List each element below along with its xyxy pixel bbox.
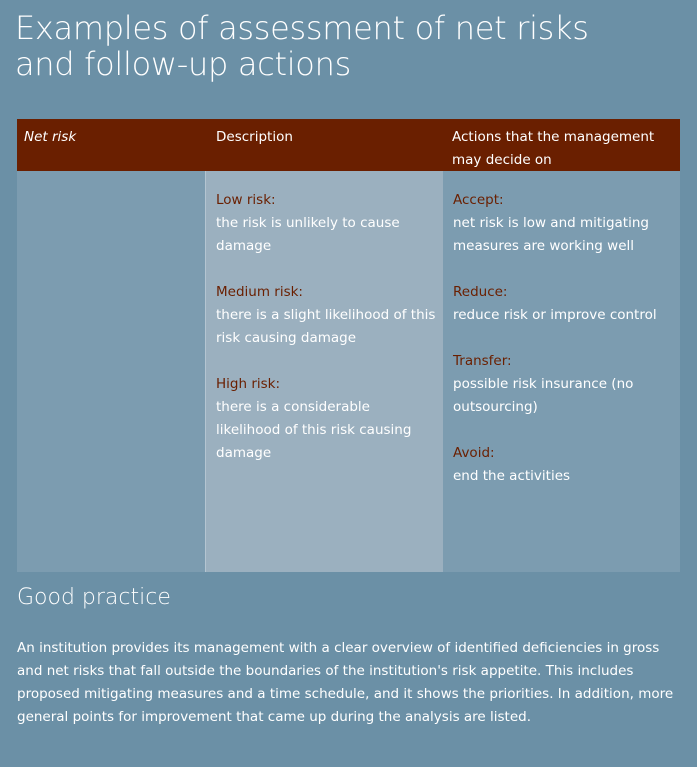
description-text: there is a slight likelihood of this risk causing damage <box>216 307 436 346</box>
description-item-high <box>216 373 437 465</box>
description-column <box>205 171 444 572</box>
action-label: Reduce: <box>453 284 508 300</box>
page-title <box>15 10 589 82</box>
page-title-line-2: and follow-up actions <box>15 45 351 83</box>
action-label: Avoid: <box>453 445 495 461</box>
action-item-transfer <box>453 350 674 419</box>
action-text: net risk is low and mitigating measures are working well <box>453 215 649 254</box>
table-header-row <box>17 119 680 171</box>
actions-column <box>443 171 680 572</box>
action-label: Accept: <box>453 192 504 208</box>
header-description: Description <box>216 129 293 145</box>
action-label: Transfer: <box>453 353 512 369</box>
net-risk-column <box>17 171 205 572</box>
description-item-medium <box>216 281 437 350</box>
action-item-avoid <box>453 442 674 488</box>
description-label: Medium risk: <box>216 284 303 300</box>
action-item-reduce <box>453 281 674 327</box>
risk-assessment-table <box>17 119 680 572</box>
header-net-risk: Net risk <box>24 129 77 145</box>
description-label: High risk: <box>216 376 281 392</box>
description-label: Low risk: <box>216 192 276 208</box>
good-practice-body: An institution provides its management with a clear overview of identified deficiencies in gross and net risks that fall outside the boundaries of the institution's risk appetite. This includes proposed mitigating measures and a time schedule, and it shows the priorities. In addition, more general points for improvement that came up during the analysis are listed. <box>17 640 674 725</box>
description-text: there is a considerable likelihood of this risk causing damage <box>216 399 412 461</box>
page-title-line-1: Examples of assessment of net risks <box>15 9 589 47</box>
description-text: the risk is unlikely to cause damage <box>216 215 400 254</box>
action-text: reduce risk or improve control <box>453 307 657 323</box>
action-text: possible risk insurance (no outsourcing) <box>453 376 634 415</box>
action-item-accept <box>453 189 674 258</box>
action-text: end the activities <box>453 468 571 484</box>
good-practice-heading: Good practice <box>17 585 171 610</box>
description-item-low <box>216 189 437 258</box>
header-actions: Actions that the management may decide on <box>452 129 655 168</box>
